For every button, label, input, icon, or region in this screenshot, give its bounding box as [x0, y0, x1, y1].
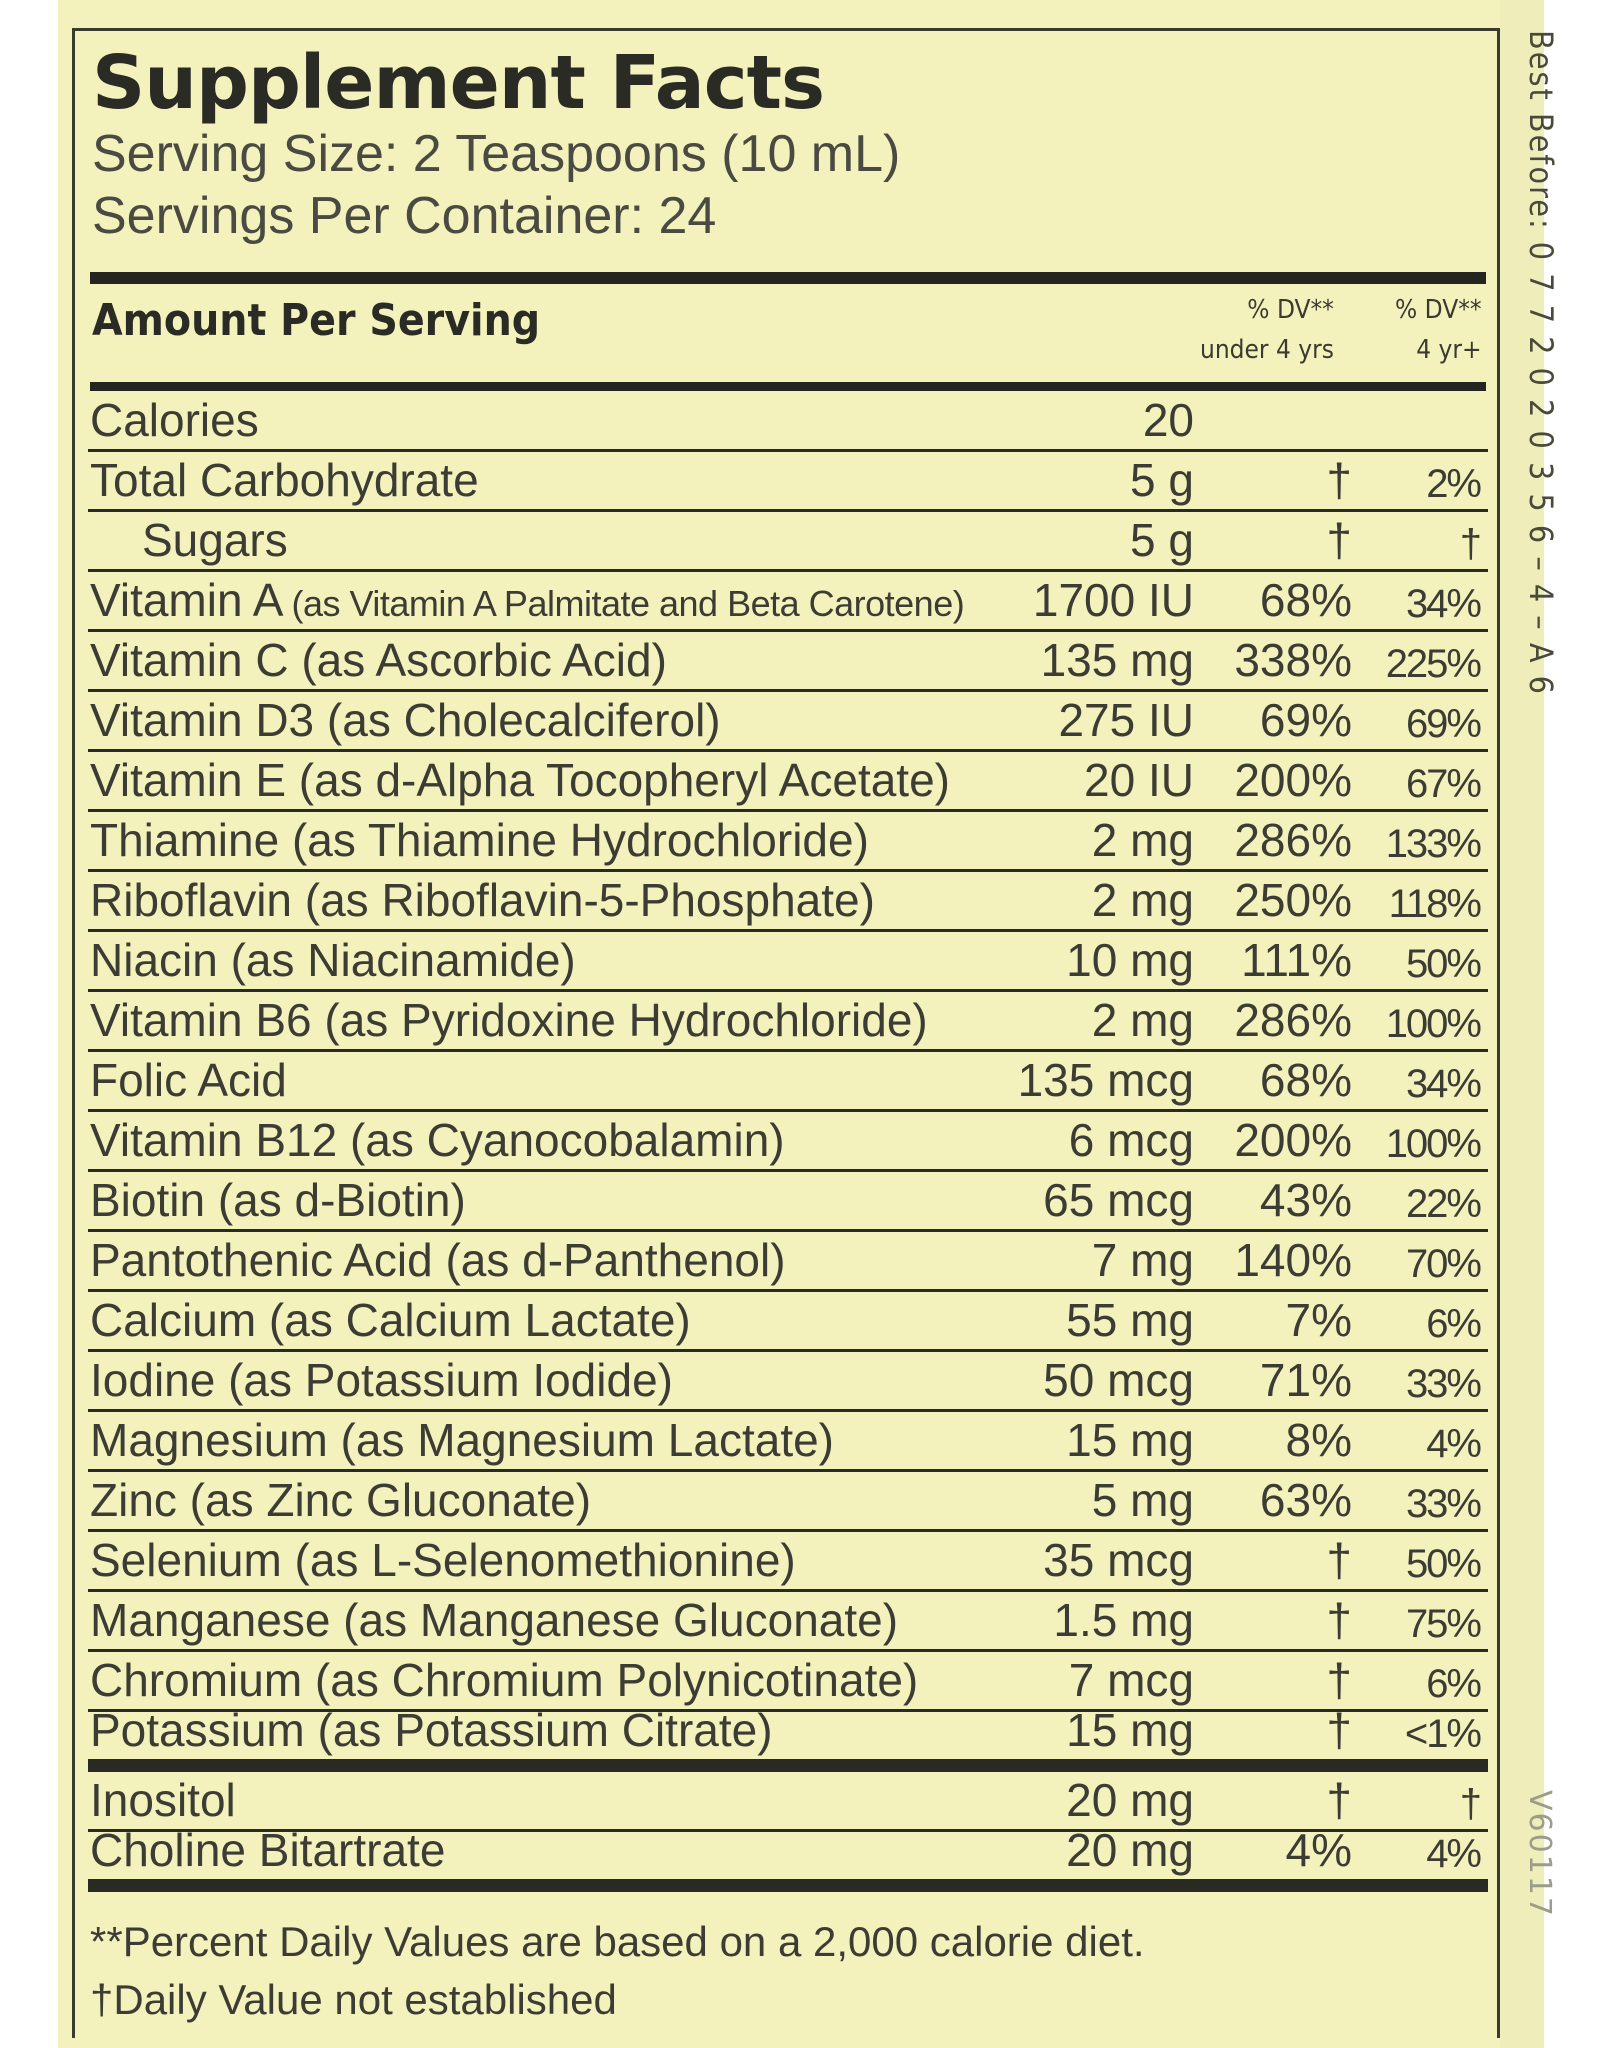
medium-rule: [90, 382, 1486, 391]
nutrient-row: [88, 1232, 1488, 1292]
nutrient-name-text: Inositol: [90, 1774, 236, 1826]
dv-under-4-value: 140%: [1234, 1234, 1352, 1286]
nutrient-name: [90, 1533, 796, 1587]
nutrient-amount: 7 mg: [1091, 1234, 1194, 1286]
nutrient-row: [88, 1592, 1488, 1652]
dv-4-plus-value: 69%: [1405, 702, 1480, 746]
dv-under-4-value: 71%: [1259, 1354, 1352, 1406]
nutrient-name-text: Vitamin E (as d-Alpha Tocopheryl Acetate): [90, 754, 950, 806]
nutrient-name-text: Niacin (as Niacinamide): [90, 934, 576, 986]
nutrient-row: [88, 1292, 1488, 1352]
best-before-text: [1522, 30, 1560, 696]
nutrient-name-text: Calories: [90, 394, 259, 446]
nutrient-name: [90, 1353, 673, 1407]
nutrient-amount: 1700 IU: [1032, 574, 1194, 626]
nutrient-row: [88, 392, 1488, 452]
servings-per-container: Servings Per Container: 24: [92, 187, 717, 245]
dv-under-4-value: 4%: [1285, 1824, 1352, 1876]
nutrient-amount: 5 g: [1130, 454, 1194, 506]
dv-4-plus-value: 33%: [1405, 1362, 1480, 1406]
nutrient-row: [88, 1352, 1488, 1412]
dv-4-plus-value: 75%: [1405, 1602, 1480, 1646]
nutrient-name: [90, 693, 721, 747]
nutrient-name: [90, 993, 928, 1047]
dv-4-plus-value: 100%: [1385, 1002, 1480, 1046]
nutrient-row: [88, 1052, 1488, 1112]
dv-4-plus-value: †: [1459, 522, 1480, 566]
nutrient-amount: 2 mg: [1091, 814, 1194, 866]
nutrient-amount: 15 mg: [1066, 1704, 1194, 1756]
nutrient-row: [88, 632, 1488, 692]
dv-under-4-value: 250%: [1234, 874, 1352, 926]
dv-4-plus-value: 70%: [1405, 1242, 1480, 1286]
dv-under-4-line1: % DV**: [1247, 295, 1334, 325]
nutrient-amount: 10 mg: [1066, 934, 1194, 986]
nutrient-row: [88, 1112, 1488, 1172]
nutrient-name-text: Pantothenic Acid (as d-Panthenol): [90, 1234, 786, 1286]
nutrient-name: [90, 633, 667, 687]
nutrient-name: [90, 1473, 591, 1527]
product-code-text: V60117: [1522, 1790, 1557, 1918]
dv-4-plus-value: <1%: [1404, 1712, 1480, 1756]
dv-4-plus-value: 6%: [1426, 1302, 1480, 1346]
nutrient-row: [88, 1532, 1488, 1592]
dv-4-plus-line2: 4 yr+: [1416, 335, 1482, 365]
nutrient-name: [90, 1653, 918, 1707]
nutrient-row: [88, 1412, 1488, 1472]
dv-4-plus-value: 50%: [1405, 942, 1480, 986]
nutrient-row: [88, 872, 1488, 932]
dv-under-4-value: 286%: [1234, 994, 1352, 1046]
dv-under-4-value: 43%: [1259, 1174, 1352, 1226]
nutrient-name-text: Vitamin B12 (as Cyanocobalamin): [90, 1114, 785, 1166]
dv-4-plus-value: 67%: [1405, 762, 1480, 806]
footnote-dagger: †Daily Value not established: [90, 1976, 617, 2023]
nutrient-amount: 2 mg: [1091, 994, 1194, 1046]
dv-under-4-line2: under 4 yrs: [1200, 335, 1334, 365]
dv-under-4-value: †: [1326, 1774, 1352, 1826]
dv-under-4-value: 200%: [1234, 754, 1352, 806]
dv-under-4-value: 68%: [1259, 1054, 1352, 1106]
nutrient-name-text: Folic Acid: [90, 1054, 287, 1106]
nutrient-amount: 55 mg: [1066, 1294, 1194, 1346]
dv-under-4-value: †: [1326, 1704, 1352, 1756]
nutrient-amount: 50 mcg: [1043, 1354, 1194, 1406]
dv-under-4-value: 200%: [1234, 1114, 1352, 1166]
nutrient-name: [90, 1233, 786, 1287]
nutrient-name-text: Total Carbohydrate: [90, 454, 479, 506]
nutrient-name: [90, 933, 576, 987]
nutrient-row: [88, 1824, 1488, 1892]
nutrient-amount: 135 mcg: [1017, 1054, 1194, 1106]
dv-4-plus-value: 6%: [1426, 1662, 1480, 1706]
nutrient-name-text: Vitamin D3 (as Cholecalciferol): [90, 694, 721, 746]
nutrient-name: [90, 1823, 445, 1877]
nutrient-amount: 65 mcg: [1043, 1174, 1194, 1226]
dv-under-4-value: †: [1326, 1534, 1352, 1586]
dv-4-plus-value: 225%: [1385, 642, 1480, 686]
nutrient-name: [142, 513, 288, 567]
thick-rule-top: [90, 272, 1486, 284]
dv-4-plus-header: [1395, 290, 1482, 370]
serving-size: Serving Size: 2 Teaspoons (10 mL): [92, 125, 901, 183]
nutrient-amount: 2 mg: [1091, 874, 1194, 926]
nutrient-name-text: Thiamine (as Thiamine Hydrochloride): [90, 814, 869, 866]
dv-4-plus-value: 22%: [1405, 1182, 1480, 1226]
nutrient-name-text: Magnesium (as Magnesium Lactate): [90, 1414, 834, 1466]
nutrient-name: [90, 813, 869, 867]
nutrient-name: [90, 873, 875, 927]
nutrient-name: [90, 1113, 785, 1167]
nutrient-name: [90, 573, 964, 627]
dv-under-4-value: 68%: [1259, 574, 1352, 626]
nutrient-name: [90, 1293, 691, 1347]
nutrient-row: [88, 932, 1488, 992]
amount-per-serving-heading: Amount Per Serving: [92, 295, 541, 346]
dv-4-plus-value: 34%: [1405, 1062, 1480, 1106]
dv-under-4-value: 111%: [1241, 934, 1352, 986]
nutrient-amount: 20 IU: [1084, 754, 1194, 806]
nutrient-name-text: Vitamin A: [90, 574, 284, 626]
nutrient-amount: 15 mg: [1066, 1414, 1194, 1466]
dv-4-plus-value: 100%: [1385, 1122, 1480, 1166]
nutrient-name-text: Sugars: [142, 514, 288, 566]
nutrient-row: [88, 572, 1488, 632]
nutrient-row: [88, 692, 1488, 752]
dv-under-4-value: 286%: [1234, 814, 1352, 866]
dv-under-4-value: †: [1326, 454, 1352, 506]
nutrient-row: [88, 1472, 1488, 1532]
nutrient-amount: 6 mcg: [1068, 1114, 1194, 1166]
dv-under-4-value: †: [1326, 1654, 1352, 1706]
nutrient-name-text: Biotin (as d-Biotin): [90, 1174, 466, 1226]
nutrient-name-text: Selenium (as L-Selenomethionine): [90, 1534, 796, 1586]
dv-under-4-value: †: [1326, 514, 1352, 566]
nutrient-name-text: Potassium (as Potassium Citrate): [90, 1704, 773, 1756]
nutrient-name-text: Chromium (as Chromium Polynicotinate): [90, 1654, 919, 1706]
nutrient-name-text: Iodine (as Potassium Iodide): [90, 1354, 673, 1406]
nutrient-name-text: Choline Bitartrate: [90, 1824, 446, 1876]
nutrient-name: [90, 1053, 287, 1107]
dv-under-4-value: 7%: [1285, 1294, 1352, 1346]
nutrient-amount: 7 mcg: [1068, 1654, 1194, 1706]
nutrient-amount: 5 g: [1130, 514, 1194, 566]
nutrient-amount: 1.5 mg: [1053, 1594, 1194, 1646]
footnote-percent-dv: **Percent Daily Values are based on a 2,000 calorie diet.: [90, 1918, 1145, 1965]
dv-under-4-header: [1200, 290, 1334, 370]
nutrient-amount: 20 mg: [1066, 1824, 1194, 1876]
nutrient-row: [88, 992, 1488, 1052]
dv-4-plus-value: 118%: [1388, 882, 1480, 926]
dv-under-4-value: 63%: [1259, 1474, 1352, 1526]
nutrient-amount: 20: [1142, 394, 1194, 446]
nutrient-row: [88, 752, 1488, 812]
dv-4-plus-value: 34%: [1405, 582, 1480, 626]
dv-4-plus-value: 2%: [1426, 462, 1480, 506]
dv-4-plus-value: 133%: [1385, 822, 1480, 866]
dv-4-plus-value: 4%: [1426, 1832, 1480, 1876]
nutrient-name: [90, 1703, 773, 1757]
nutrient-name: [90, 393, 259, 447]
nutrient-amount: 35 mcg: [1043, 1534, 1194, 1586]
dv-under-4-value: 8%: [1285, 1414, 1352, 1466]
dv-4-plus-line1: % DV**: [1395, 295, 1482, 325]
best-before-label: Best Before:: [1522, 30, 1560, 231]
nutrient-row: [88, 512, 1488, 572]
nutrient-row: [88, 452, 1488, 512]
nutrient-name-text: Vitamin B6 (as Pyridoxine Hydrochloride): [90, 994, 928, 1046]
nutrient-name: [90, 1413, 834, 1467]
nutrient-name: [90, 753, 950, 807]
nutrient-name-text: Manganese (as Manganese Gluconate): [90, 1594, 899, 1646]
nutrient-amount: 135 mg: [1040, 634, 1194, 686]
nutrient-amount: 5 mg: [1091, 1474, 1194, 1526]
nutrient-row: [88, 1704, 1488, 1772]
nutrient-source: (as Vitamin A Palmitate and Beta Carotene): [291, 583, 965, 624]
dv-4-plus-value: †: [1459, 1782, 1480, 1826]
nutrient-name-text: Zinc (as Zinc Gluconate): [90, 1474, 592, 1526]
nutrient-row: [88, 1172, 1488, 1232]
nutrient-name-text: Riboflavin (as Riboflavin-5-Phosphate): [90, 874, 875, 926]
dv-under-4-value: 338%: [1234, 634, 1352, 686]
dv-under-4-value: †: [1326, 1594, 1352, 1646]
panel-title: Supplement Facts: [92, 40, 825, 126]
nutrient-name: [90, 453, 479, 507]
nutrient-amount: 20 mg: [1066, 1774, 1194, 1826]
lot-code: 0 7 7 2 0 2 0 3 5 6 – 4 – A 6: [1522, 241, 1560, 696]
nutrient-name-text: Vitamin C (as Ascorbic Acid): [90, 634, 667, 686]
nutrient-amount: 275 IU: [1058, 694, 1194, 746]
nutrient-name: [90, 1173, 466, 1227]
nutrient-name: [90, 1593, 898, 1647]
nutrient-name: [90, 1773, 236, 1827]
dv-under-4-value: 69%: [1259, 694, 1352, 746]
nutrient-row: [88, 812, 1488, 872]
dv-4-plus-value: 33%: [1405, 1482, 1480, 1526]
nutrient-name-text: Calcium (as Calcium Lactate): [90, 1294, 691, 1346]
dv-4-plus-value: 4%: [1426, 1422, 1480, 1466]
dv-4-plus-value: 50%: [1405, 1542, 1480, 1586]
